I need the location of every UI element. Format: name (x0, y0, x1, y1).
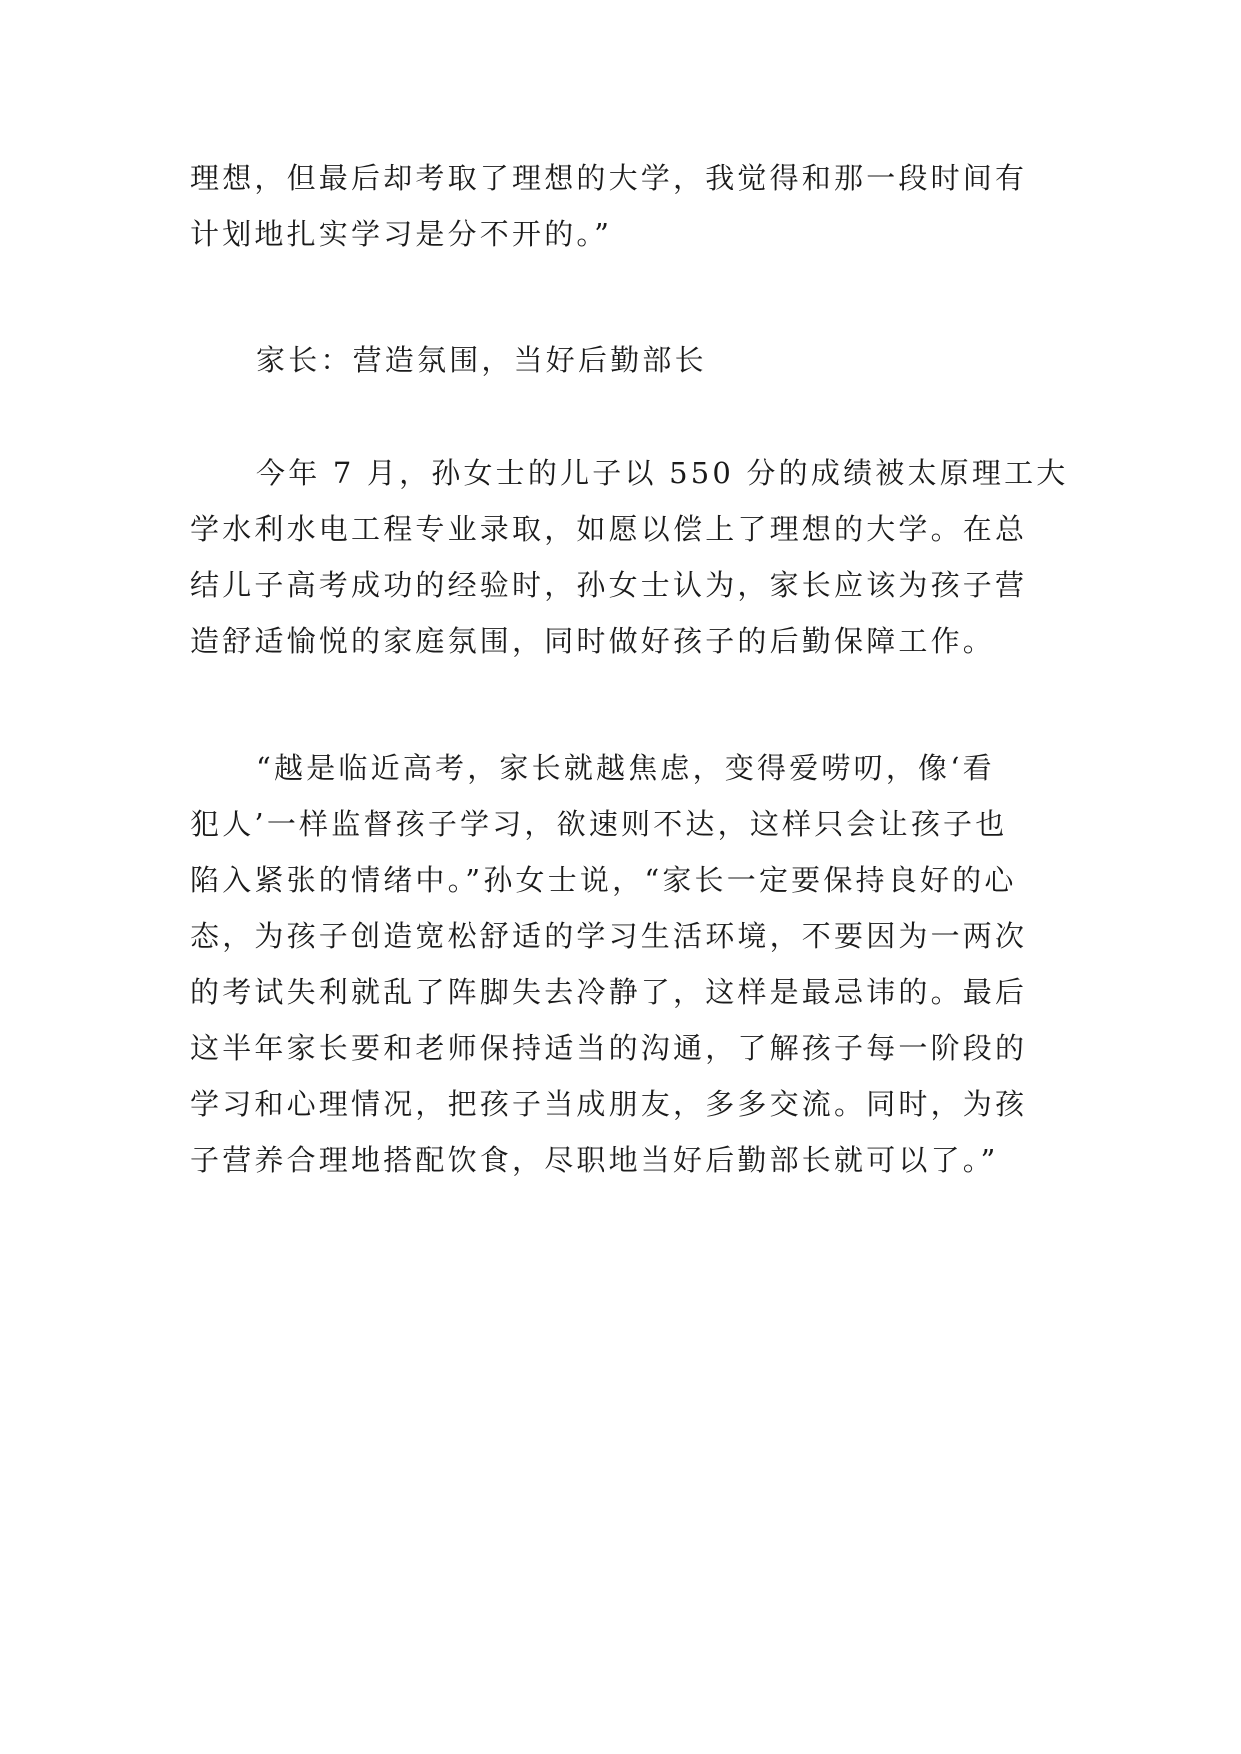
text-line: “越是临近高考，家长就越焦虑，变得爱唠叨，像‘看 (256, 751, 995, 785)
text-line: 计划地扎实学习是分不开的。” (190, 217, 613, 251)
text-line: 理想，但最后却考取了理想的大学，我觉得和那一段时间有 (190, 161, 1028, 195)
text-line: 子营养合理地搭配饮食，尽职地当好后勤部长就可以了。” (190, 1143, 999, 1177)
text-line: 学习和心理情况，把孩子当成朋友，多多交流。同时，为孩 (190, 1087, 1028, 1121)
section-heading (190, 332, 1056, 388)
text-line: 陷入紧张的情绪中。”孙女士说，“家长一定要保持良好的心 (190, 863, 1017, 897)
text-line: 结儿子高考成功的经验时，孙女士认为，家长应该为孩子营 (190, 568, 1028, 602)
text-line: 这半年家长要和老师保持适当的沟通，了解孩子每一阶段的 (190, 1031, 1028, 1065)
text-line: 犯人’一样监督孩子学习，欲速则不达，这样只会让孩子也 (190, 807, 1008, 841)
text-line: 造舒适愉悦的家庭氛围，同时做好孩子的后勤保障工作。 (190, 624, 996, 658)
text-line: 今年 7 月，孙女士的儿子以 550 分的成绩被太原理工大 (256, 456, 1069, 490)
text-line: 态，为孩子创造宽松舒适的学习生活环境，不要因为一两次 (190, 919, 1028, 953)
heading-text: 家长：营造氛围，当好后勤部长 (256, 343, 707, 377)
paragraph-2 (190, 445, 1069, 669)
paragraph-3 (190, 740, 1056, 1188)
text-line: 学水利水电工程专业录取，如愿以偿上了理想的大学。在总 (190, 512, 1028, 546)
paragraph-continuation (190, 150, 1056, 262)
text-line: 的考试失利就乱了阵脚失去冷静了，这样是最忌讳的。最后 (190, 975, 1028, 1009)
